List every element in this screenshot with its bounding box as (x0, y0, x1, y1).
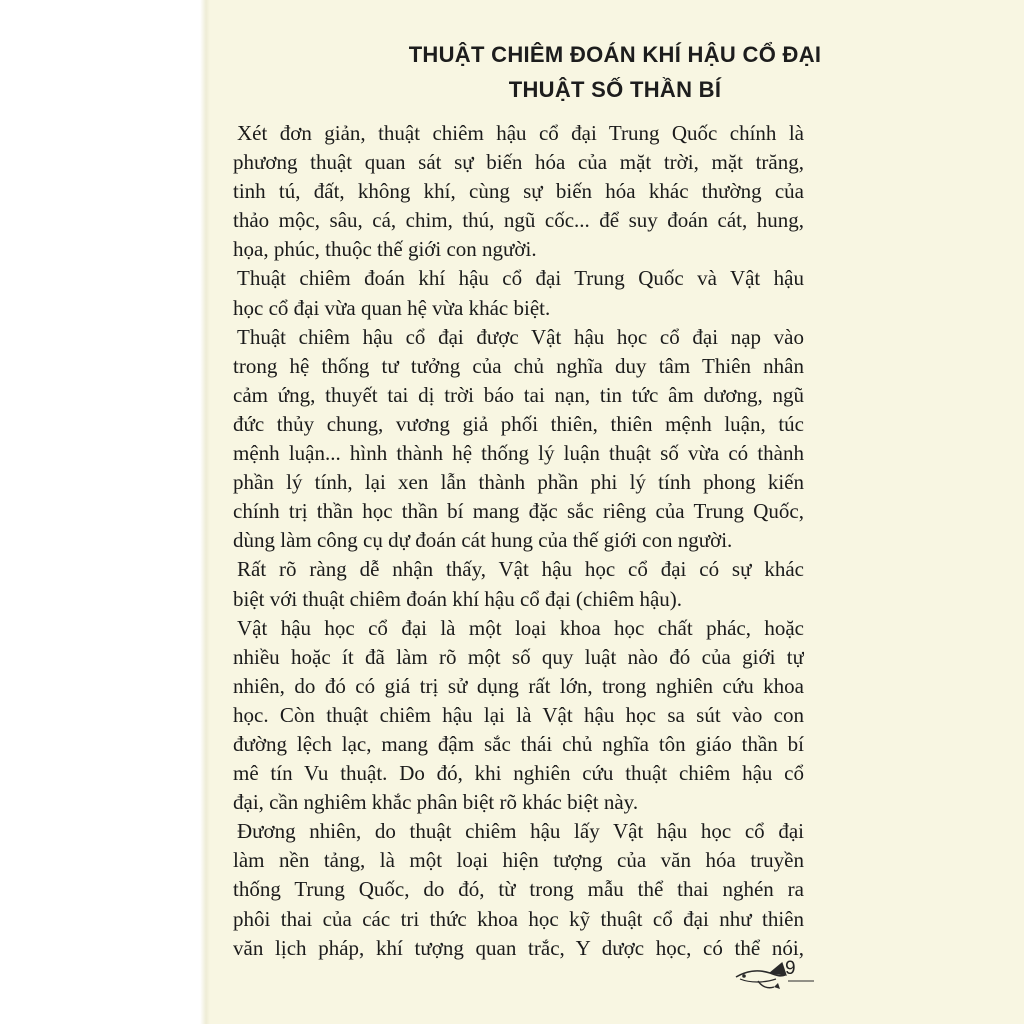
text-line: làm nền tảng, là một loại hiện tượng của văn hóa truyền (233, 848, 804, 873)
chapter-title-line-1: THUẬT CHIÊM ĐOÁN KHÍ HẬU CỔ ĐẠI (408, 42, 822, 67)
text-line: đại, cần nghiêm khắc phân biệt rõ khác biệt này. (233, 790, 639, 815)
text-line: chính trị thần học thần bí mang đặc sắc riêng của Trung Quốc, (233, 499, 804, 524)
text-line: cảm ứng, thuyết tai dị trời báo tai nạn, tin tức âm dương, ngũ (233, 382, 804, 407)
text-line: mê tín Vu thuật. Do đó, khi nghiên cứu thuật chiêm hậu cổ (233, 761, 804, 786)
paragraph (233, 614, 804, 818)
paragraph (233, 119, 804, 264)
text-line: đức thủy chung, vương giả phối thiên, thiên mệnh luận, túc (233, 411, 804, 436)
text-line: Vật hậu học cổ đại là một loại khoa học chất phác, hoặc (237, 615, 804, 640)
text-line: trong hệ thống tư tưởng của chủ nghĩa duy tâm Thiên nhân (233, 353, 804, 378)
text-line: họa, phúc, thuộc thế giới con người. (233, 237, 537, 262)
paragraph (233, 817, 804, 962)
text-line: biệt với thuật chiêm đoán khí hậu cổ đại (chiêm hậu). (233, 586, 683, 611)
text-line: nhiên, do đó có giá trị sử dụng rất lớn, trong nghiên cứu khoa (233, 673, 804, 698)
text-line: học. Còn thuật chiêm hậu lại là Vật hậu học sa sút vào con (233, 702, 804, 727)
text-line: phương thuật quan sát sự biến hóa của mặt trời, mặt trăng, (233, 150, 804, 175)
text-line: phần lý tính, lại xen lẫn thành phần phi lý tính phong kiến (233, 470, 804, 495)
paragraph (233, 323, 804, 556)
text-line: Rất rõ ràng dễ nhận thấy, Vật hậu học cổ đại có sự khác (237, 557, 804, 582)
text-line: học cổ đại vừa quan hệ vừa khác biệt. (233, 295, 551, 320)
text-line: đường lệch lạc, mang đậm sắc thái chủ nghĩa tôn giáo thần bí (233, 731, 804, 756)
text-line: thống Trung Quốc, do đó, từ trong mẫu thể thai nghén ra (233, 877, 804, 902)
text-line: Xét đơn giản, thuật chiêm hậu cổ đại Trung Quốc chính là (237, 121, 804, 145)
text-line: tinh tú, đất, không khí, cùng sự biến hóa khác thường của (233, 179, 804, 204)
text-line: nhiều hoặc ít đã làm rõ một số quy luật nào đó của giới tự (233, 644, 804, 669)
body-text (233, 119, 804, 963)
fish-ornament-icon (730, 955, 820, 991)
text-line: Thuật chiêm đoán khí hậu cổ đại Trung Quốc và Vật hậu (237, 266, 804, 291)
page-number: 9 (785, 958, 796, 979)
text-line: Đương nhiên, do thuật chiêm hậu lấy Vật hậu học cổ đại (237, 819, 804, 844)
text-line: phôi thai của các tri thức khoa học kỹ thuật cổ đại như thiên (233, 906, 804, 931)
paragraph (233, 555, 804, 613)
text-line: thảo mộc, sâu, cá, chim, thú, ngũ cốc... để suy đoán cát, hung, (233, 208, 804, 233)
text-line: văn lịch pháp, khí tượng quan trắc, Y dược học, có thể nói, (233, 935, 804, 960)
chapter-title-line-2: THUẬT SỐ THẦN BÍ (508, 77, 722, 102)
text-line: mệnh luận... hình thành hệ thống lý luận thuật số vừa có thành (233, 441, 804, 466)
page-gutter (200, 0, 210, 1024)
paragraph (233, 264, 804, 322)
text-line: dùng làm công cụ dự đoán cát hung của thế giới con người. (233, 528, 733, 553)
text-line: Thuật chiêm hậu cổ đại được Vật hậu học cổ đại nạp vào (237, 324, 804, 349)
